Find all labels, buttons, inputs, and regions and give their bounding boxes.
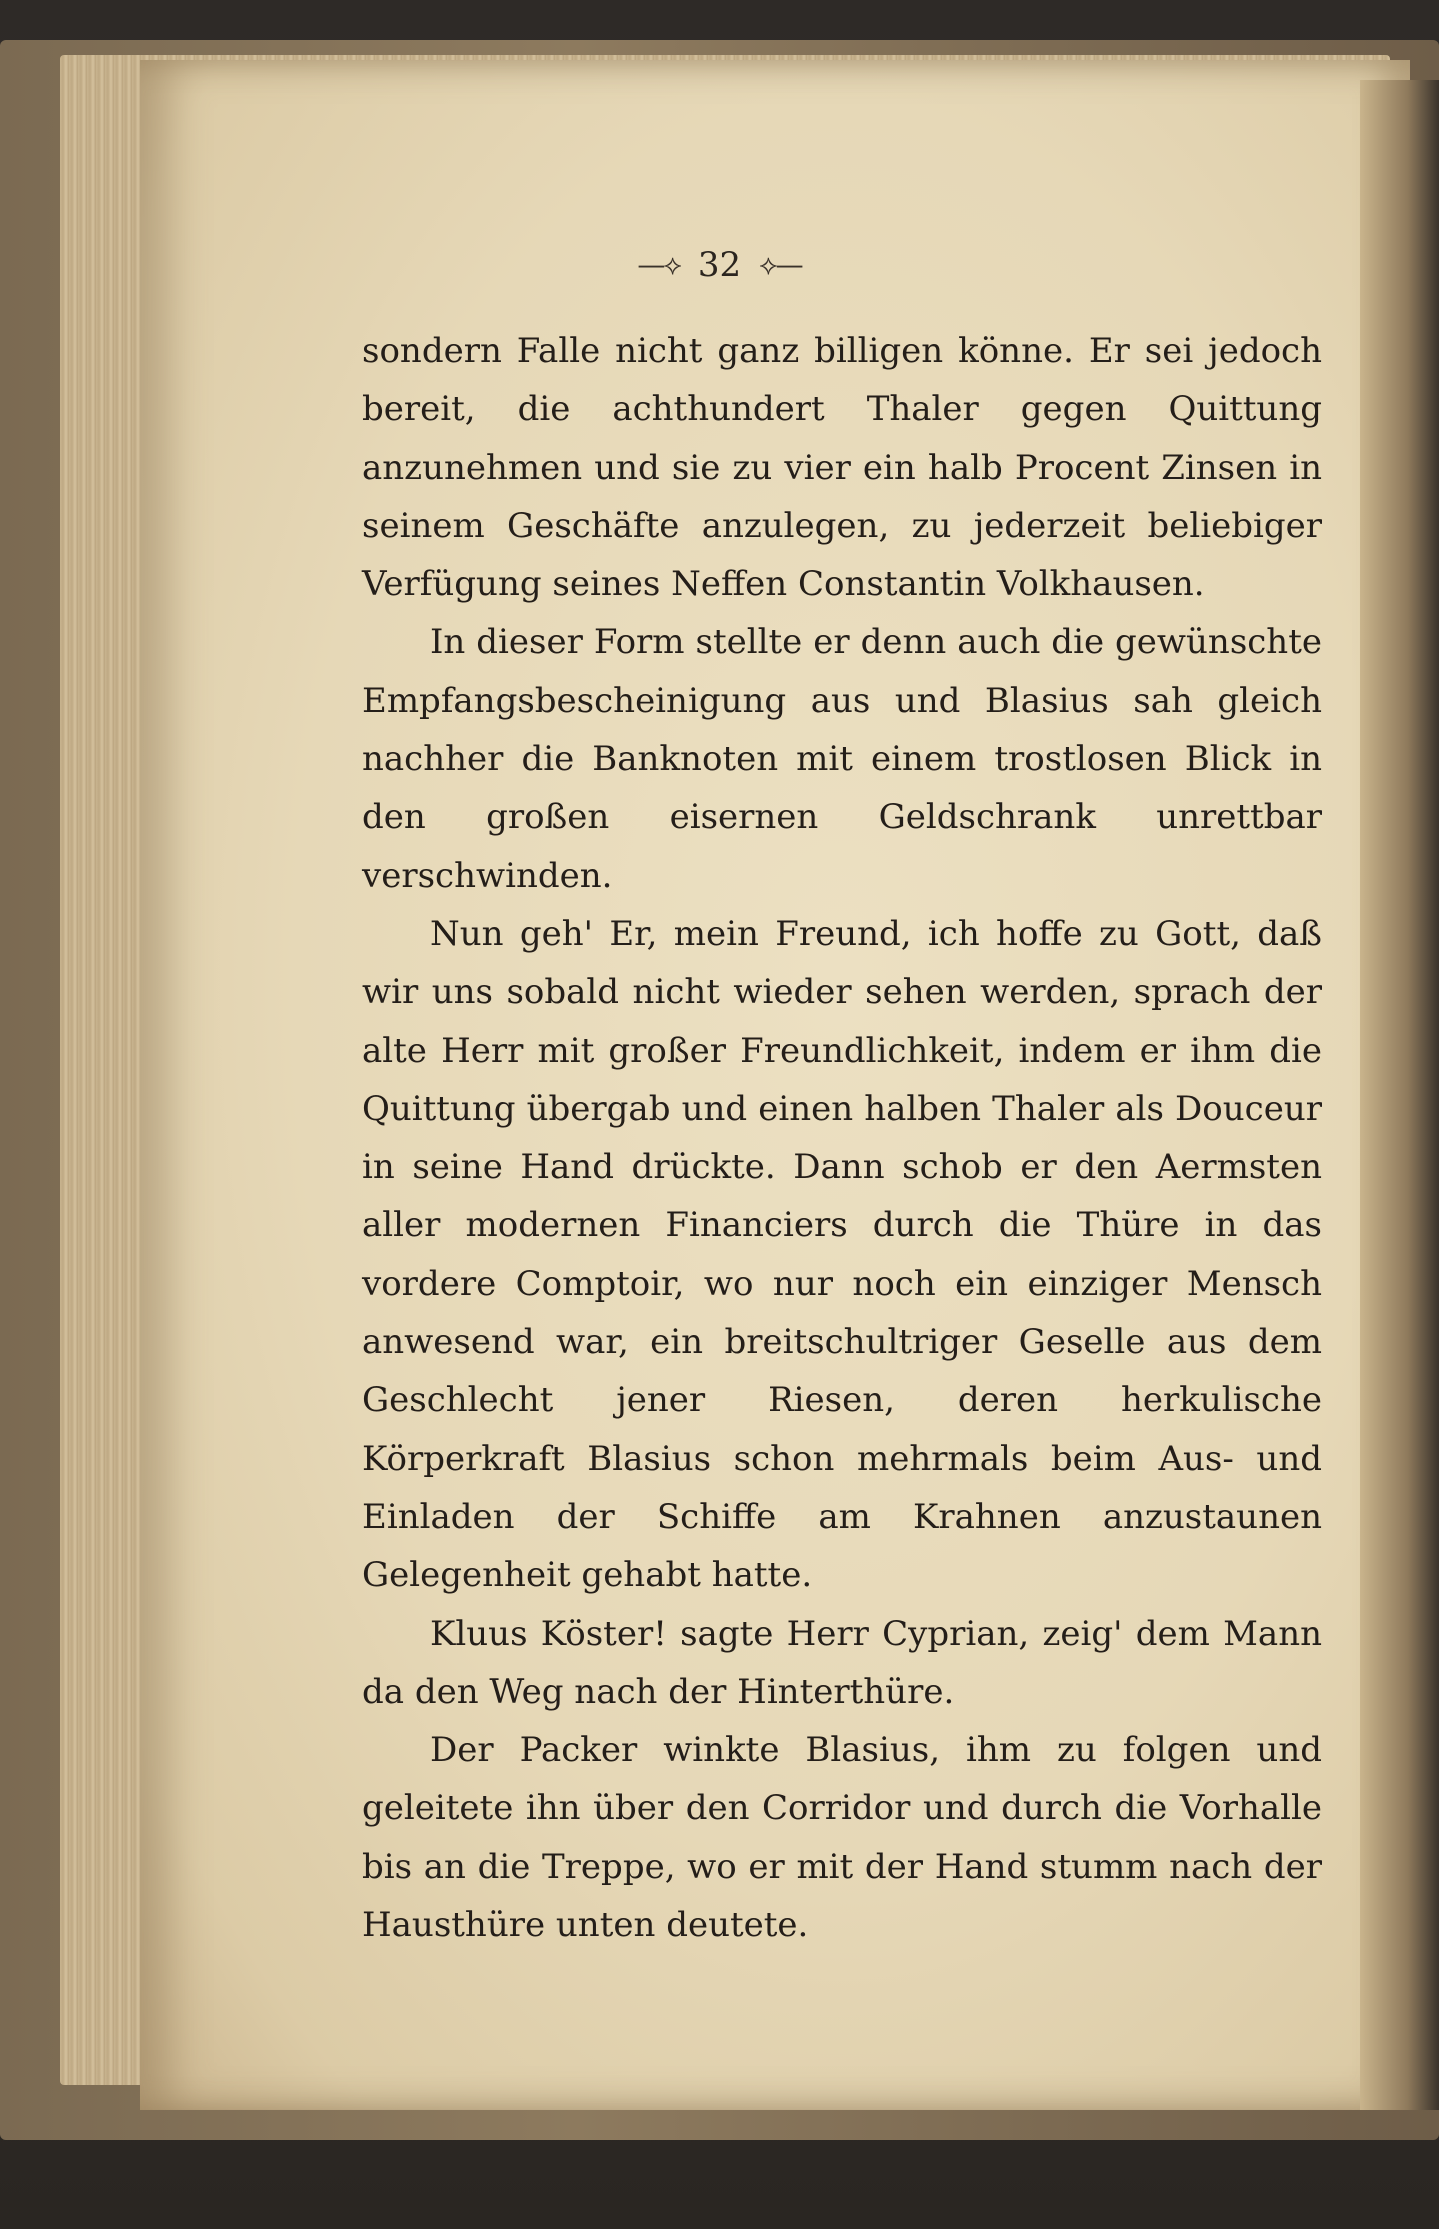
header-ornament-right: ⟡—	[759, 248, 802, 281]
paragraph-1: sondern Falle nicht ganz billigen könne. Er sei jedoch bereit, die achthundert Thaler gegen Quittung anzunehmen und sie zu vier ein halb Procent Zinsen in seinem Geschäfte anzulegen, zu jederzeit beliebiger Verfügung seines Neffen Constantin Volkhausen.	[362, 331, 1322, 605]
paragraph-4: Kluus Köster! sagte Herr Cyprian, zeig' dem Mann da den Weg nach der Hinterthüre.	[362, 1613, 1322, 1712]
body-text	[362, 322, 1322, 1954]
right-shadow	[1360, 80, 1439, 2110]
header-ornament-left: —⟡	[637, 248, 680, 281]
paragraph-2: In dieser Form stellte er denn auch die gewünschte Empfangsbescheinigung aus und Blasius sah gleich nachher die Banknoten mit einem trostlosen Blick in den großen eisernen Geldschrank unrettbar verschwinden.	[362, 622, 1322, 896]
page-number: 32	[697, 245, 742, 285]
paragraph-3: Nun geh' Er, mein Freund, ich hoffe zu Gott, daß wir uns sobald nicht wieder sehen werden, sprach der alte Herr mit großer Freundlichkeit, indem er ihm die Quittung übergab und einen halben Thaler als Douceur in seine Hand drückte. Dann schob er den Aermsten aller modernen Financiers durch die Thüre in das vordere Comptoir, wo nur noch ein einziger Mensch anwesend war, ein breitschultriger Geselle aus dem Geschlecht jener Riesen, deren herkulische Körperkraft Blasius schon mehrmals beim Aus- und Einladen der Schiffe am Krahnen anzustaunen Gelegenheit gehabt hatte.	[362, 913, 1322, 1596]
paragraph-5: Der Packer winkte Blasius, ihm zu folgen und geleitete ihn über den Corridor und durch die Vorhalle bis an die Treppe, wo er mit der Hand stumm nach der Hausthüre unten deutete.	[362, 1730, 1322, 1946]
page-header	[0, 245, 1439, 285]
